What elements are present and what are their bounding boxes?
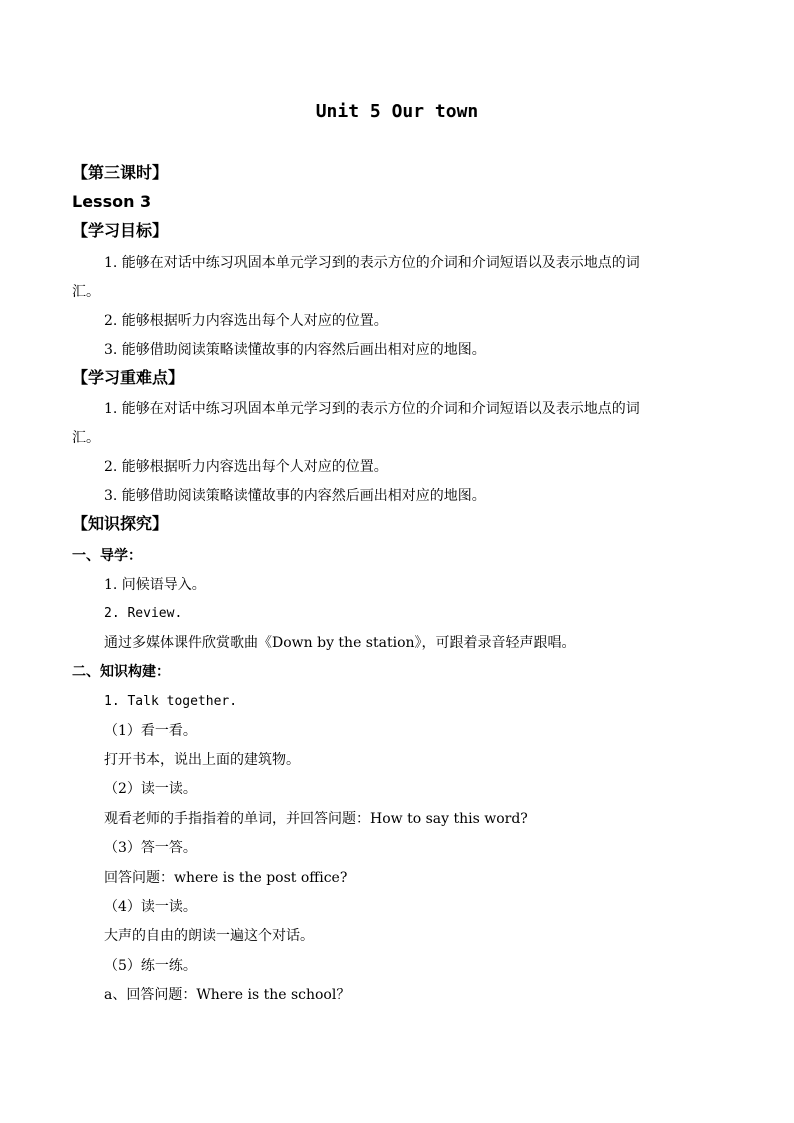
part2-line-2: （1）看一看。 [104,723,197,739]
key-points-heading: 【学习重难点】 [72,368,185,387]
part1-heading: 一、导学： [72,548,142,564]
objective-item-2: 2. 能够根据听力内容选出每个人对应的位置。 [104,313,388,329]
document-title: Unit 5 Our town [315,101,479,122]
part2-line-4: （2）读一读。 [104,781,197,797]
part1-line-1: 1. 问候语导入。 [104,577,206,593]
part2-line-11: a、回答问题：Where is the school？ [104,987,351,1003]
objective-item-3: 3. 能够借助阅读策略读懂故事的内容然后画出相对应的地图。 [104,342,486,358]
part2-heading: 二、知识构建： [72,664,170,680]
part2-line-3: 打开书本，说出上面的建筑物。 [104,752,300,768]
part2-line-5: 观看老师的手指指着的单词，并回答问题：How to say this word? [104,811,528,827]
part2-line-7: 回答问题：where is the post office? [104,870,348,886]
key-point-item-3: 3. 能够借助阅读策略读懂故事的内容然后画出相对应的地图。 [104,488,486,504]
lesson-label: Lesson 3 [72,192,152,211]
objective-item-1: 1. 能够在对话中练习巩固本单元学习到的表示方位的介词和介词短语以及表示地点的词 [104,255,640,271]
key-point-item-1: 1. 能够在对话中练习巩固本单元学习到的表示方位的介词和介词短语以及表示地点的词 [104,401,640,417]
key-point-item-2: 2. 能够根据听力内容选出每个人对应的位置。 [104,459,388,475]
part2-line-1: 1. Talk together. [104,694,238,709]
part2-line-6: （3）答一答。 [104,840,197,856]
exploration-heading: 【知识探究】 [72,514,169,533]
objectives-heading: 【学习目标】 [72,221,169,240]
part2-line-8: （4）读一读。 [104,899,197,915]
period-heading: 【第三课时】 [72,163,169,182]
part2-line-10: （5）练一练。 [104,958,197,974]
objective-item-1-continued: 汇。 [72,284,100,300]
part1-line-3: 通过多媒体课件欣赏歌曲《Down by the station》，可跟着录音轻声跟唱。 [104,635,576,651]
part2-line-9: 大声的自由的朗读一遍这个对话。 [104,928,314,944]
part1-line-2: 2. Review. [104,606,183,621]
key-point-item-1-continued: 汇。 [72,430,100,446]
